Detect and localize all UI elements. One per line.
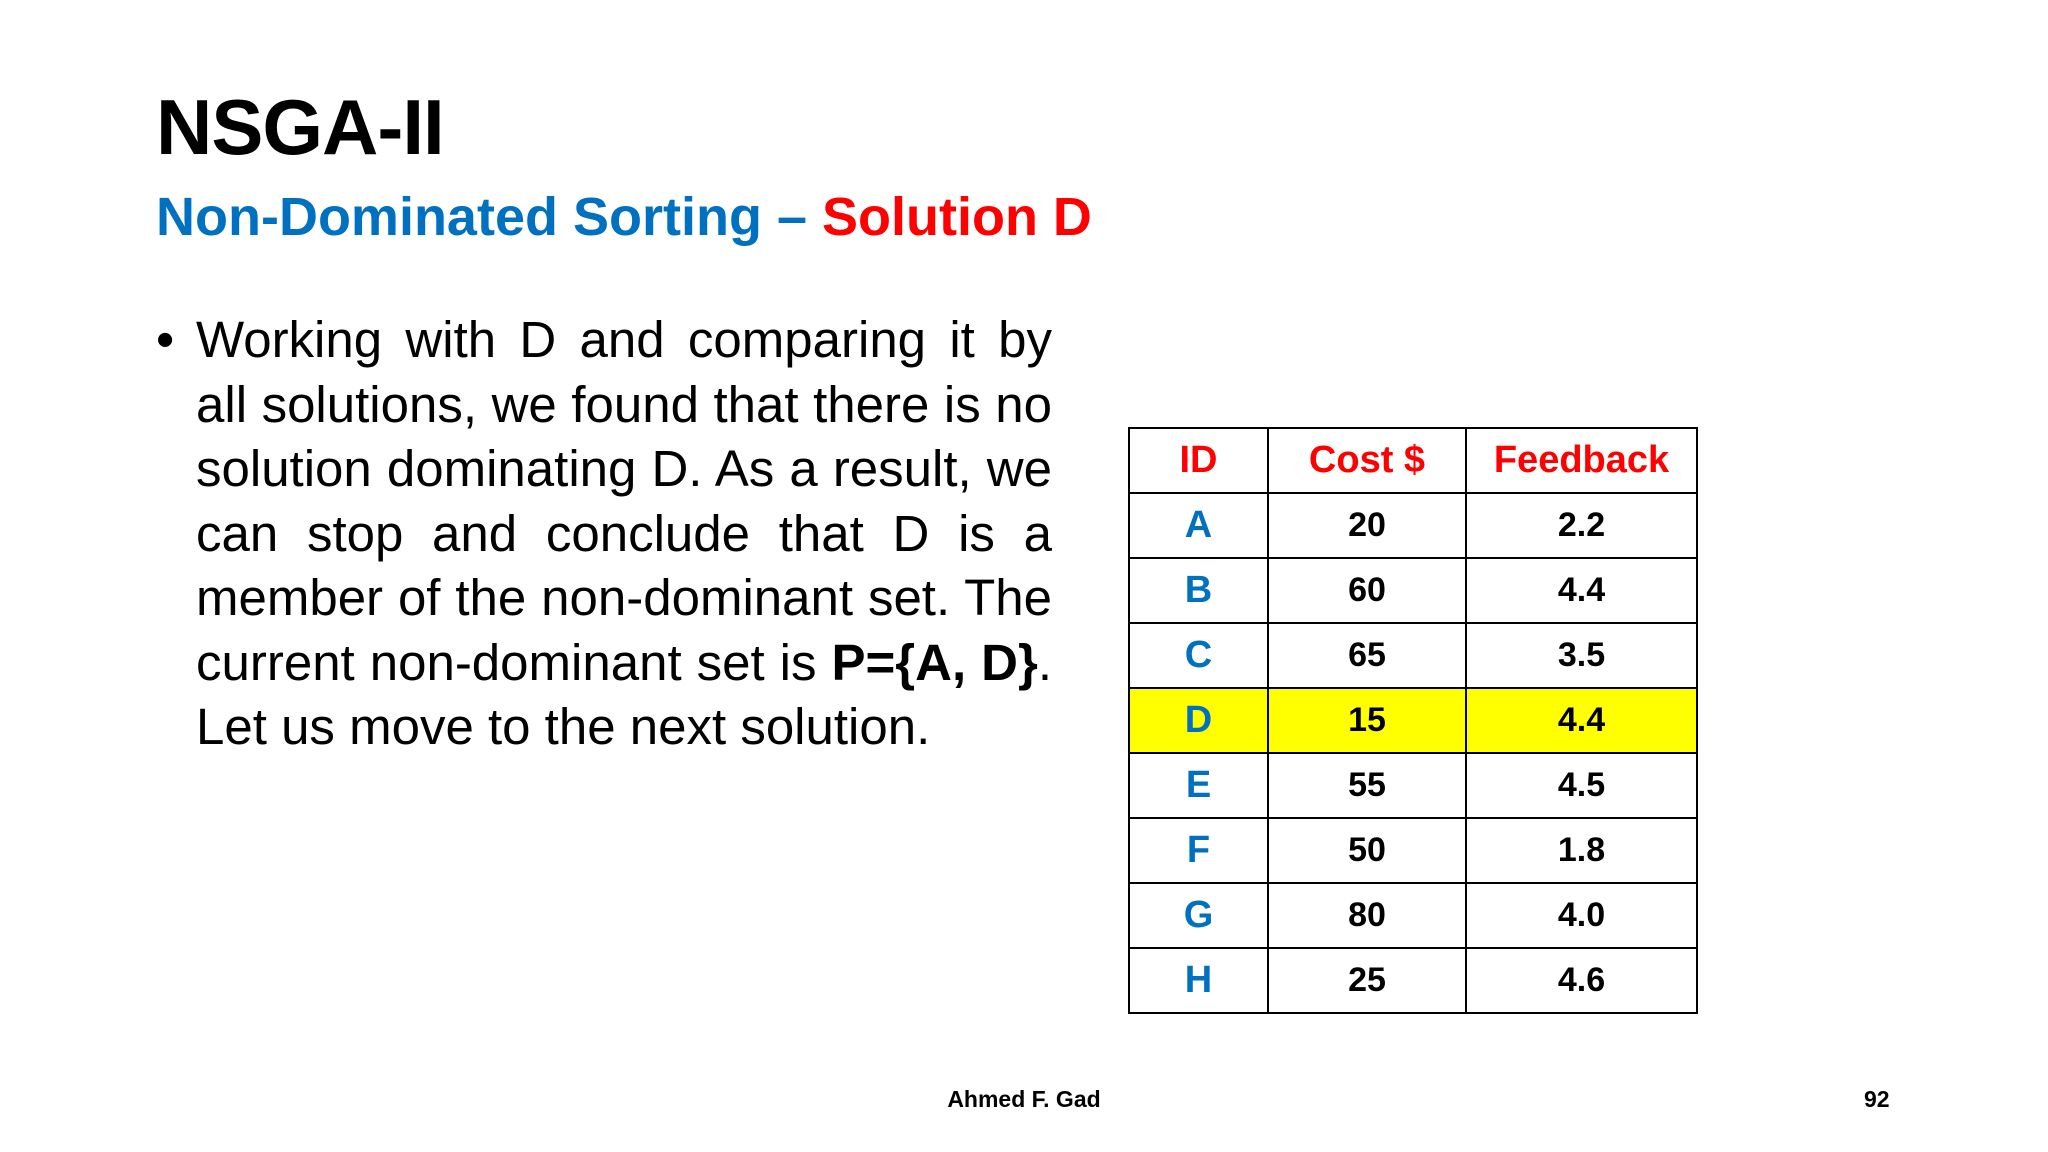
cell-id: E bbox=[1129, 753, 1268, 818]
cell-cost: 20 bbox=[1268, 493, 1466, 558]
cell-cost: 50 bbox=[1268, 818, 1466, 883]
table-header-row bbox=[1129, 428, 1697, 493]
cell-cost: 60 bbox=[1268, 558, 1466, 623]
footer-author: Ahmed F. Gad bbox=[947, 1086, 1101, 1112]
cell-id: D bbox=[1129, 688, 1268, 753]
table-row bbox=[1129, 623, 1697, 688]
header-cost: Cost $ bbox=[1268, 428, 1466, 493]
header-feedback: Feedback bbox=[1466, 428, 1697, 493]
bullet-text bbox=[196, 308, 1052, 760]
cell-id: G bbox=[1129, 883, 1268, 948]
cell-feedback: 4.4 bbox=[1466, 688, 1697, 753]
cell-cost: 15 bbox=[1268, 688, 1466, 753]
solutions-table bbox=[1128, 427, 1698, 1014]
cell-feedback: 4.5 bbox=[1466, 753, 1697, 818]
cell-id: C bbox=[1129, 623, 1268, 688]
cell-cost: 80 bbox=[1268, 883, 1466, 948]
table-row bbox=[1129, 753, 1697, 818]
cell-feedback: 3.5 bbox=[1466, 623, 1697, 688]
cell-cost: 25 bbox=[1268, 948, 1466, 1013]
table-row bbox=[1129, 948, 1697, 1013]
table-row bbox=[1129, 558, 1697, 623]
cell-feedback: 2.2 bbox=[1466, 493, 1697, 558]
cell-cost: 55 bbox=[1268, 753, 1466, 818]
cell-feedback: 4.0 bbox=[1466, 883, 1697, 948]
bullet-text-set: P={A, D} bbox=[831, 633, 1038, 691]
cell-id: H bbox=[1129, 948, 1268, 1013]
cell-id: A bbox=[1129, 493, 1268, 558]
subtitle-topic: Non-Dominated Sorting – bbox=[156, 187, 822, 247]
slide-subtitle bbox=[156, 187, 1092, 247]
slide-title: NSGA-II bbox=[156, 83, 444, 171]
bullet-point bbox=[156, 308, 1056, 760]
bullet-marker: • bbox=[156, 311, 175, 369]
bullet-text-outro: . Let us move to the next solution. bbox=[196, 633, 1052, 755]
subtitle-solution: Solution D bbox=[821, 187, 1092, 247]
cell-id: B bbox=[1129, 558, 1268, 623]
cell-feedback: 4.6 bbox=[1466, 948, 1697, 1013]
cell-cost: 65 bbox=[1268, 623, 1466, 688]
header-id: ID bbox=[1129, 428, 1268, 493]
table-row-highlighted bbox=[1129, 688, 1697, 753]
table-row bbox=[1129, 883, 1697, 948]
cell-feedback: 1.8 bbox=[1466, 818, 1697, 883]
table-row bbox=[1129, 493, 1697, 558]
cell-id: F bbox=[1129, 818, 1268, 883]
page-number: 92 bbox=[1864, 1086, 1890, 1112]
table-row bbox=[1129, 818, 1697, 883]
cell-feedback: 4.4 bbox=[1466, 558, 1697, 623]
bullet-text-intro: Working with D and comparing it by all solutions, we found that there is no solution dominating D. As a result, we can stop and conclude that D is a member of the non-dominant set. The current non-dominant set is bbox=[196, 311, 1052, 691]
